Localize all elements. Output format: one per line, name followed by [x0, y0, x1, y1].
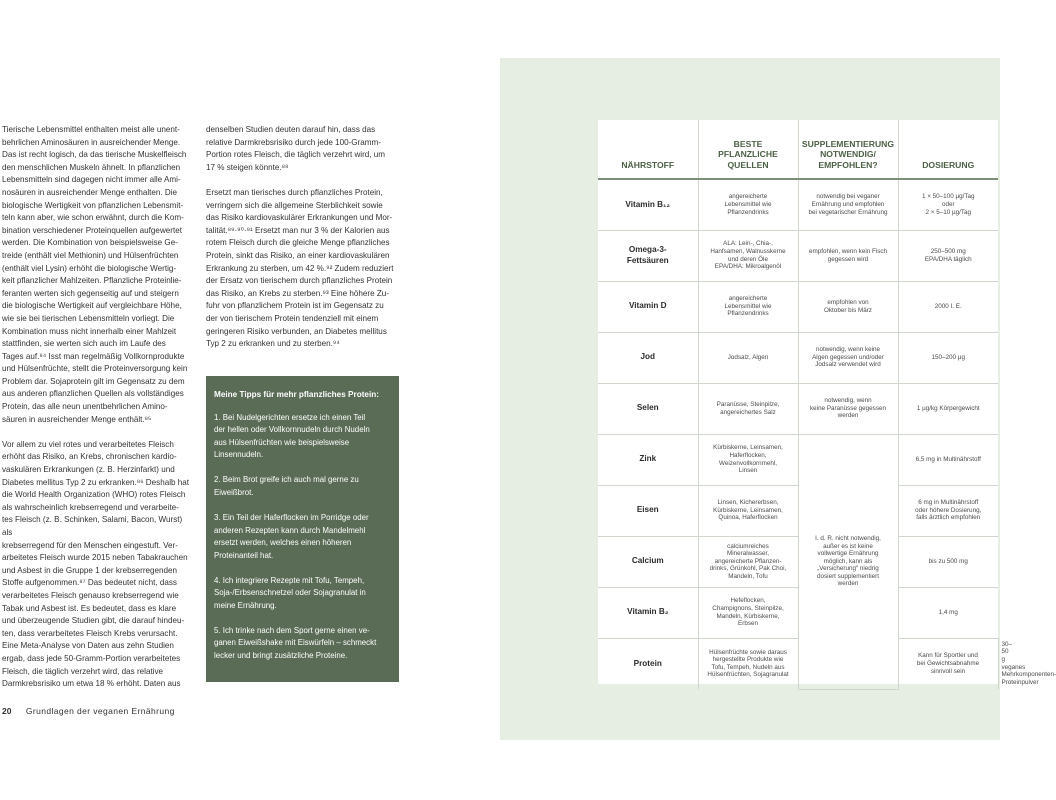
dosage-cell: 250–500 mg EPA/DHA täglich [898, 230, 998, 281]
nutrient-name: Calcium [598, 536, 698, 587]
dosage-cell: 1 µg/kg Körpergewicht [898, 383, 998, 434]
supplement-cell: notwendig, wenn keine Algen gegessen und/oder Jodsalz verwendet wird [798, 332, 898, 383]
sources-cell: Hülsenfrüchte sowie daraus hergestellte Produkte wie Tofu, Tempeh, Nudeln aus Hülsenfrüchten, Sojagranulat [698, 638, 798, 689]
table-header-row [598, 120, 998, 179]
text-column-2 [206, 124, 399, 363]
paragraph: Tierische Lebensmittel enthalten meist alle unent- behrlichen Aminosäuren in ausreichender Menge. Das ist recht logisch, da das tierische Muskelfleisch den menschlichen Muskeln ähnelt. In pflanzlichen Lebensmitteln sind dagegen nicht immer alle Ami- nosäuren in ausreichender Menge enthalten. Die biologische Wertigkeit von pflanzlichen Lebensmit- teln kann aber, wie schon erwähnt, durch die Kom- bination verschiedener Proteinquellen aufgewertet werden. Die Kombination von beispielsweise Ge- treide (enthält viel Methionin) und Hülsenfrüchten (enthält viel Lysin) erhöht die biologische Wertig- keit pflanzlicher Mahlzeiten. Pflanzliche Proteinlie- feranten werten sich gegenseitig auf und steigern die biologische Wertigkeit auf vergleichbare Höhe, wie sie bei tierischen Lebensmitteln vorliegt. Die Kombination muss nicht innerhalb einer Mahlzeit stattfinden, sie werten sich auch im Laufe des Tages auf.⁸⁴ Isst man regelmäßig Vollkornprodukte und Hülsenfrüchte, stellt die Proteinversorgung kein Problem dar. Sojaprotein gilt im Gegensatz zu dem aus anderen pflanzlichen Quellen als vollständiges Protein, das alle neun unentbehrlichen Amino- säuren in ausreichender Menge enthält.⁸⁵ [2, 125, 188, 424]
table-row: Protein Hülsenfrüchte sowie daraus hergestellte Produkte wie Tofu, Tempeh, Nudeln aus Hülsenfrüchten, Sojagranulat Kann für Sportler und bei Gewichtsabnahme sinnvoll sein 30–50 g veganes Mehrkomponenten- Proteinpulver [598, 638, 998, 689]
tip-item: 3. Ein Teil der Haferflocken im Porridge oder anderen Rezepten kann durch Mandelmehl ersetzt werden, welches einen höheren Proteinanteil hat. [214, 512, 369, 560]
table-row [598, 281, 998, 332]
header-quellen: BESTE PFLANZLICHE QUELLEN [698, 120, 798, 179]
table-row [598, 332, 998, 383]
dosage-cell: 150–200 µg [898, 332, 998, 383]
tips-title: Meine Tipps für mehr pflanzliches Protein: [214, 390, 379, 399]
dosage-cell: 6,5 mg in Multinährstoff [898, 434, 998, 485]
dosage-cell: 2000 I. E. [898, 281, 998, 332]
nutrient-name: Protein [633, 658, 662, 668]
tip-item: 5. Ich trinke nach dem Sport gerne einen ve- ganen Eiweißshake mit Eiswürfeln – schmeckt lecker und bringt zusätzliche Proteine. [214, 625, 377, 661]
nutrient-name: Vitamin B₂ [598, 587, 698, 638]
nutrient-name: Selen [598, 383, 698, 434]
table-row [598, 434, 998, 485]
sources-cell: Paranüsse, Steinpilze, angereichertes Salz [698, 383, 798, 434]
tip-item: 4. Ich integriere Rezepte mit Tofu, Tempeh, Soja-/Erbsenschnetzel oder Sojagranulat in meine Ernährung. [214, 575, 366, 610]
nutrient-table-card [598, 120, 1056, 686]
nutrient-name: Zink [598, 434, 698, 485]
sources-cell: Jodsalz, Algen [698, 332, 798, 383]
sources-cell: angereicherte Lebensmittel wie Pflanzendrinks [698, 281, 798, 332]
table-row [598, 179, 998, 230]
paragraph: Ersetzt man tierisches durch pflanzliches Protein, verringern sich die allgemeine Sterblichkeit sowie das Risiko kardiovaskulärer Erkrankungen und Mor- talität.⁸⁹·⁹⁰·⁹¹ Ersetzt man nur 3 % der Kalorien aus rotem Fleisch durch die gleiche Menge pflanzliches Protein, sinkt das Risiko, an einer kardiovaskulären Erkrankung zu sterben, um 42 %.⁹² Zudem reduziert der Ersatz von tierischem durch pflanzliches Protein das Risiko, an Krebs zu sterben.⁹³ Eine höhere Zu- fuhr von pflanzlichem Protein ist im Gegensatz zu der von tierischem Protein tendenziell mit einem geringeren Risiko verbunden, an Diabetes mellitus Typ 2 zu erkranken und zu sterben.⁹⁴ [206, 187, 394, 349]
nutrient-name: Vitamin D [598, 281, 698, 332]
supplement-cell: notwendig bei veganer Ernährung und empfohlen bei vegetarischer Ernährung [798, 179, 898, 230]
tip-item: 2. Beim Brot greife ich auch mal gerne zu Eiweißbrot. [214, 475, 359, 497]
supplement-cell: Kann für Sportler und bei Gewichtsabnahme sinnvoll sein [898, 638, 998, 689]
table-row [598, 383, 998, 434]
merged-supplement-cell: I. d. R. nicht notwendig, außer es ist keine vollwertige Ernährung möglich, kann als „Versicherung“ niedrig dosiert supplementiert werden [798, 434, 898, 689]
sources-cell: Linsen, Kichererbsen, Kürbiskerne, Leinsamen, Quinoa, Haferflocken [698, 485, 798, 536]
sources-cell: ALA: Lein-, Chia-, Hanfsamen, Walnusskerne und deren Öle EPA/DHA: Mikroalgenöl [698, 230, 798, 281]
text-column-1 [2, 124, 194, 703]
header-dosierung: DOSIERUNG [898, 120, 998, 179]
page-number: 20 [2, 706, 12, 716]
nutrient-name: Omega-3- Fettsäuren [598, 230, 698, 281]
paragraph: Vor allem zu viel rotes und verarbeitetes Fleisch erhöht das Risiko, an Krebs, chronischen kardio- vaskulären Erkrankungen (z. B. Herzinfarkt) und Diabetes mellitus Typ 2 zu erkranken.⁸⁶ Deshalb hat die World Health Organization (WHO) rotes Fleisch als wahrscheinlich krebserregend und verarbeite- tes Fleisch (z. B. Schinken, Salami, Bacon, Wurst) als krebserregend für den Menschen eingestuft. Ver- arbeitetes Fleisch wurde 2015 neben Tabakrauchen und Asbest in die Gruppe 1 der krebserregenden Stoffe aufgenommen.⁸⁷ Das bedeutet nicht, dass verarbeitetes Fleisch genauso krebserregend wie Tabak und Asbest ist. Es bedeutet, dass es klare und überzeugende Studien gibt, die darauf hindeu- ten, dass verarbeitetes Fleisch Krebs verursacht. Eine Meta-Analyse von Daten aus zehn Studien ergab, dass jede 50-Gramm-Portion verarbeitetes Fleisch, die täglich verzehrt wird, das relative Darmkrebsrisiko um etwa 18 % erhöht. Daten aus [2, 439, 190, 689]
nutrient-name: Vitamin B₁₂ [598, 179, 698, 230]
supplement-cell: empfohlen, wenn kein Fisch gegessen wird [798, 230, 898, 281]
nutrient-name: Eisen [598, 485, 698, 536]
table-row [598, 230, 998, 281]
dosage-cell: 1,4 mg [898, 587, 998, 638]
sources-cell: calciumreiches Mineralwasser, angereicherte Pflanzen- drinks, Grünkohl, Pak Choi, Mandeln, Tofu [698, 536, 798, 587]
dosage-cell: 6 mg in Multinährstoff oder höhere Dosierung, falls ärztlich empfohlen [898, 485, 998, 536]
tips-box [206, 376, 399, 682]
supplement-cell: empfohlen von Oktober bis März [798, 281, 898, 332]
dosage-cell: bis zu 500 mg [898, 536, 998, 587]
nutrient-table [598, 120, 1056, 690]
sources-cell: Kürbiskerne, Leinsamen, Haferflocken, Weizenvollkornmehl, Linsen [698, 434, 798, 485]
left-page [0, 0, 500, 800]
tip-item: 1. Bei Nudelgerichten ersetze ich einen Teil der hellen oder Vollkornnudeln durch Nudeln aus Hülsenfrüchten wie beispielsweise Linsennudeln. [214, 412, 370, 460]
nutrient-name: Jod [598, 332, 698, 383]
supplement-cell: notwendig, wenn keine Paranüsse gegessen werden [798, 383, 898, 434]
header-supplementierung: SUPPLEMENTIERUNG NOTWENDIG/ EMPFOHLEN? [798, 120, 898, 179]
page-footer [2, 706, 175, 716]
paragraph: denselben Studien deuten darauf hin, dass das relative Darmkrebsrisiko durch jede 100-Gramm- Portion rotes Fleisch, die täglich verzehrt wird, um 17 % steigen könnte.⁸⁸ [206, 125, 386, 172]
sources-cell: Hefeflocken, Champignons, Steinpilze, Mandeln, Kürbiskerne, Erbsen [698, 587, 798, 638]
dosage-cell: 1 × 50–100 µg/Tag oder 2 × 5–10 µg/Tag [898, 179, 998, 230]
sources-cell: angereicherte Lebensmittel wie Pflanzendrinks [698, 179, 798, 230]
header-naehrstoff: NÄHRSTOFF [598, 120, 698, 179]
footer-title: Grundlagen der veganen Ernährung [25, 706, 175, 716]
